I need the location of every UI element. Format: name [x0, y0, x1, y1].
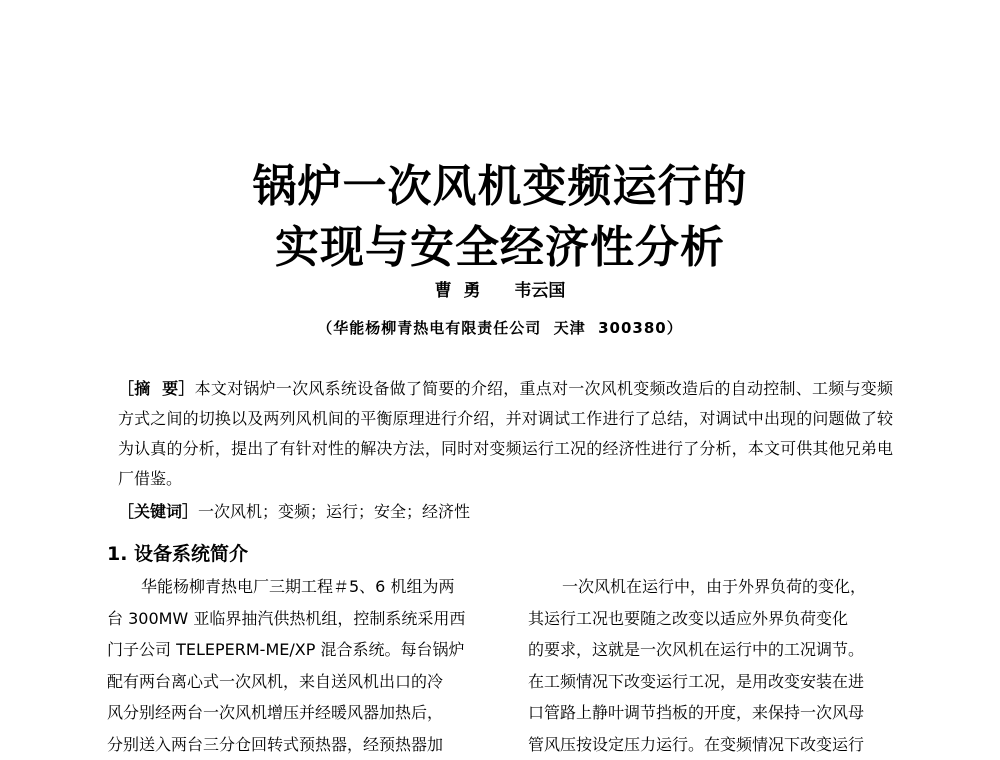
section-heading: 1. 设备系统简介	[107, 543, 249, 565]
keywords-text: 一次风机；变频；运行；安全；经济性	[198, 502, 471, 521]
right-line: 管风压按设定压力运行。在变频情况下改变运行	[528, 734, 865, 754]
keywords	[118, 497, 893, 527]
left-line: 门子公司 TELEPERM-ME/XP 混合系统。每台锅炉	[107, 640, 465, 659]
keywords-label: ［关键词］	[118, 502, 199, 521]
left-line: 分别送入两台三分仓回转式预热器，经预热器加	[107, 734, 444, 754]
authors	[0, 276, 1000, 301]
right-line: 的要求，这就是一次风机在运行中的工况调节。	[528, 640, 865, 659]
left-line: 华能杨柳青热电厂三期工程＃5、6 机组为两	[141, 577, 455, 596]
left-line: 配有两台离心式一次风机，来自送风机出口的冷	[107, 671, 444, 691]
affiliation: （华能杨柳青热电有限责任公司 天津 300380）	[317, 319, 683, 337]
right-line: 口管路上静叶调节挡板的开度，来保持一次风母	[528, 703, 865, 722]
left-line: 台 300MW 亚临界抽汽供热机组，控制系统采用西	[107, 608, 466, 628]
author-1: 曹 勇	[434, 281, 481, 301]
right-line: 其运行工况也要随之改变以适应外界负荷变化	[528, 608, 849, 628]
right-line: 一次风机在运行中，由于外界负荷的变化，	[562, 577, 867, 596]
left-line: 风分别经两台一次风机增压并经暖风器加热后，	[107, 703, 444, 722]
title-line-2: 实现与安全经济性分析	[275, 222, 725, 273]
abstract-text: 本文对锅炉一次风系统设备做了简要的介绍，重点对一次风机变频改造后的自动控制、工频与变频方式之间的切换以及两列风机间的平衡原理进行介绍，并对调试工作进行了总结，对调试中出现的问题做了较为认真的分析，提出了有针对性的解决方法，同时对变频运行工况的经济性进行了分析，本文可供其他兄弟电厂借鉴。	[118, 379, 893, 488]
right-line: 在工频情况下改变运行工况，是用改变安装在进	[528, 671, 865, 691]
author-2: 韦云国	[514, 281, 566, 301]
right-column	[528, 571, 898, 760]
abstract	[118, 374, 893, 494]
title-line-1: 锅炉一次风机变频运行的	[252, 161, 748, 212]
abstract-label: ［摘 要］	[118, 379, 195, 398]
left-column	[107, 571, 477, 760]
